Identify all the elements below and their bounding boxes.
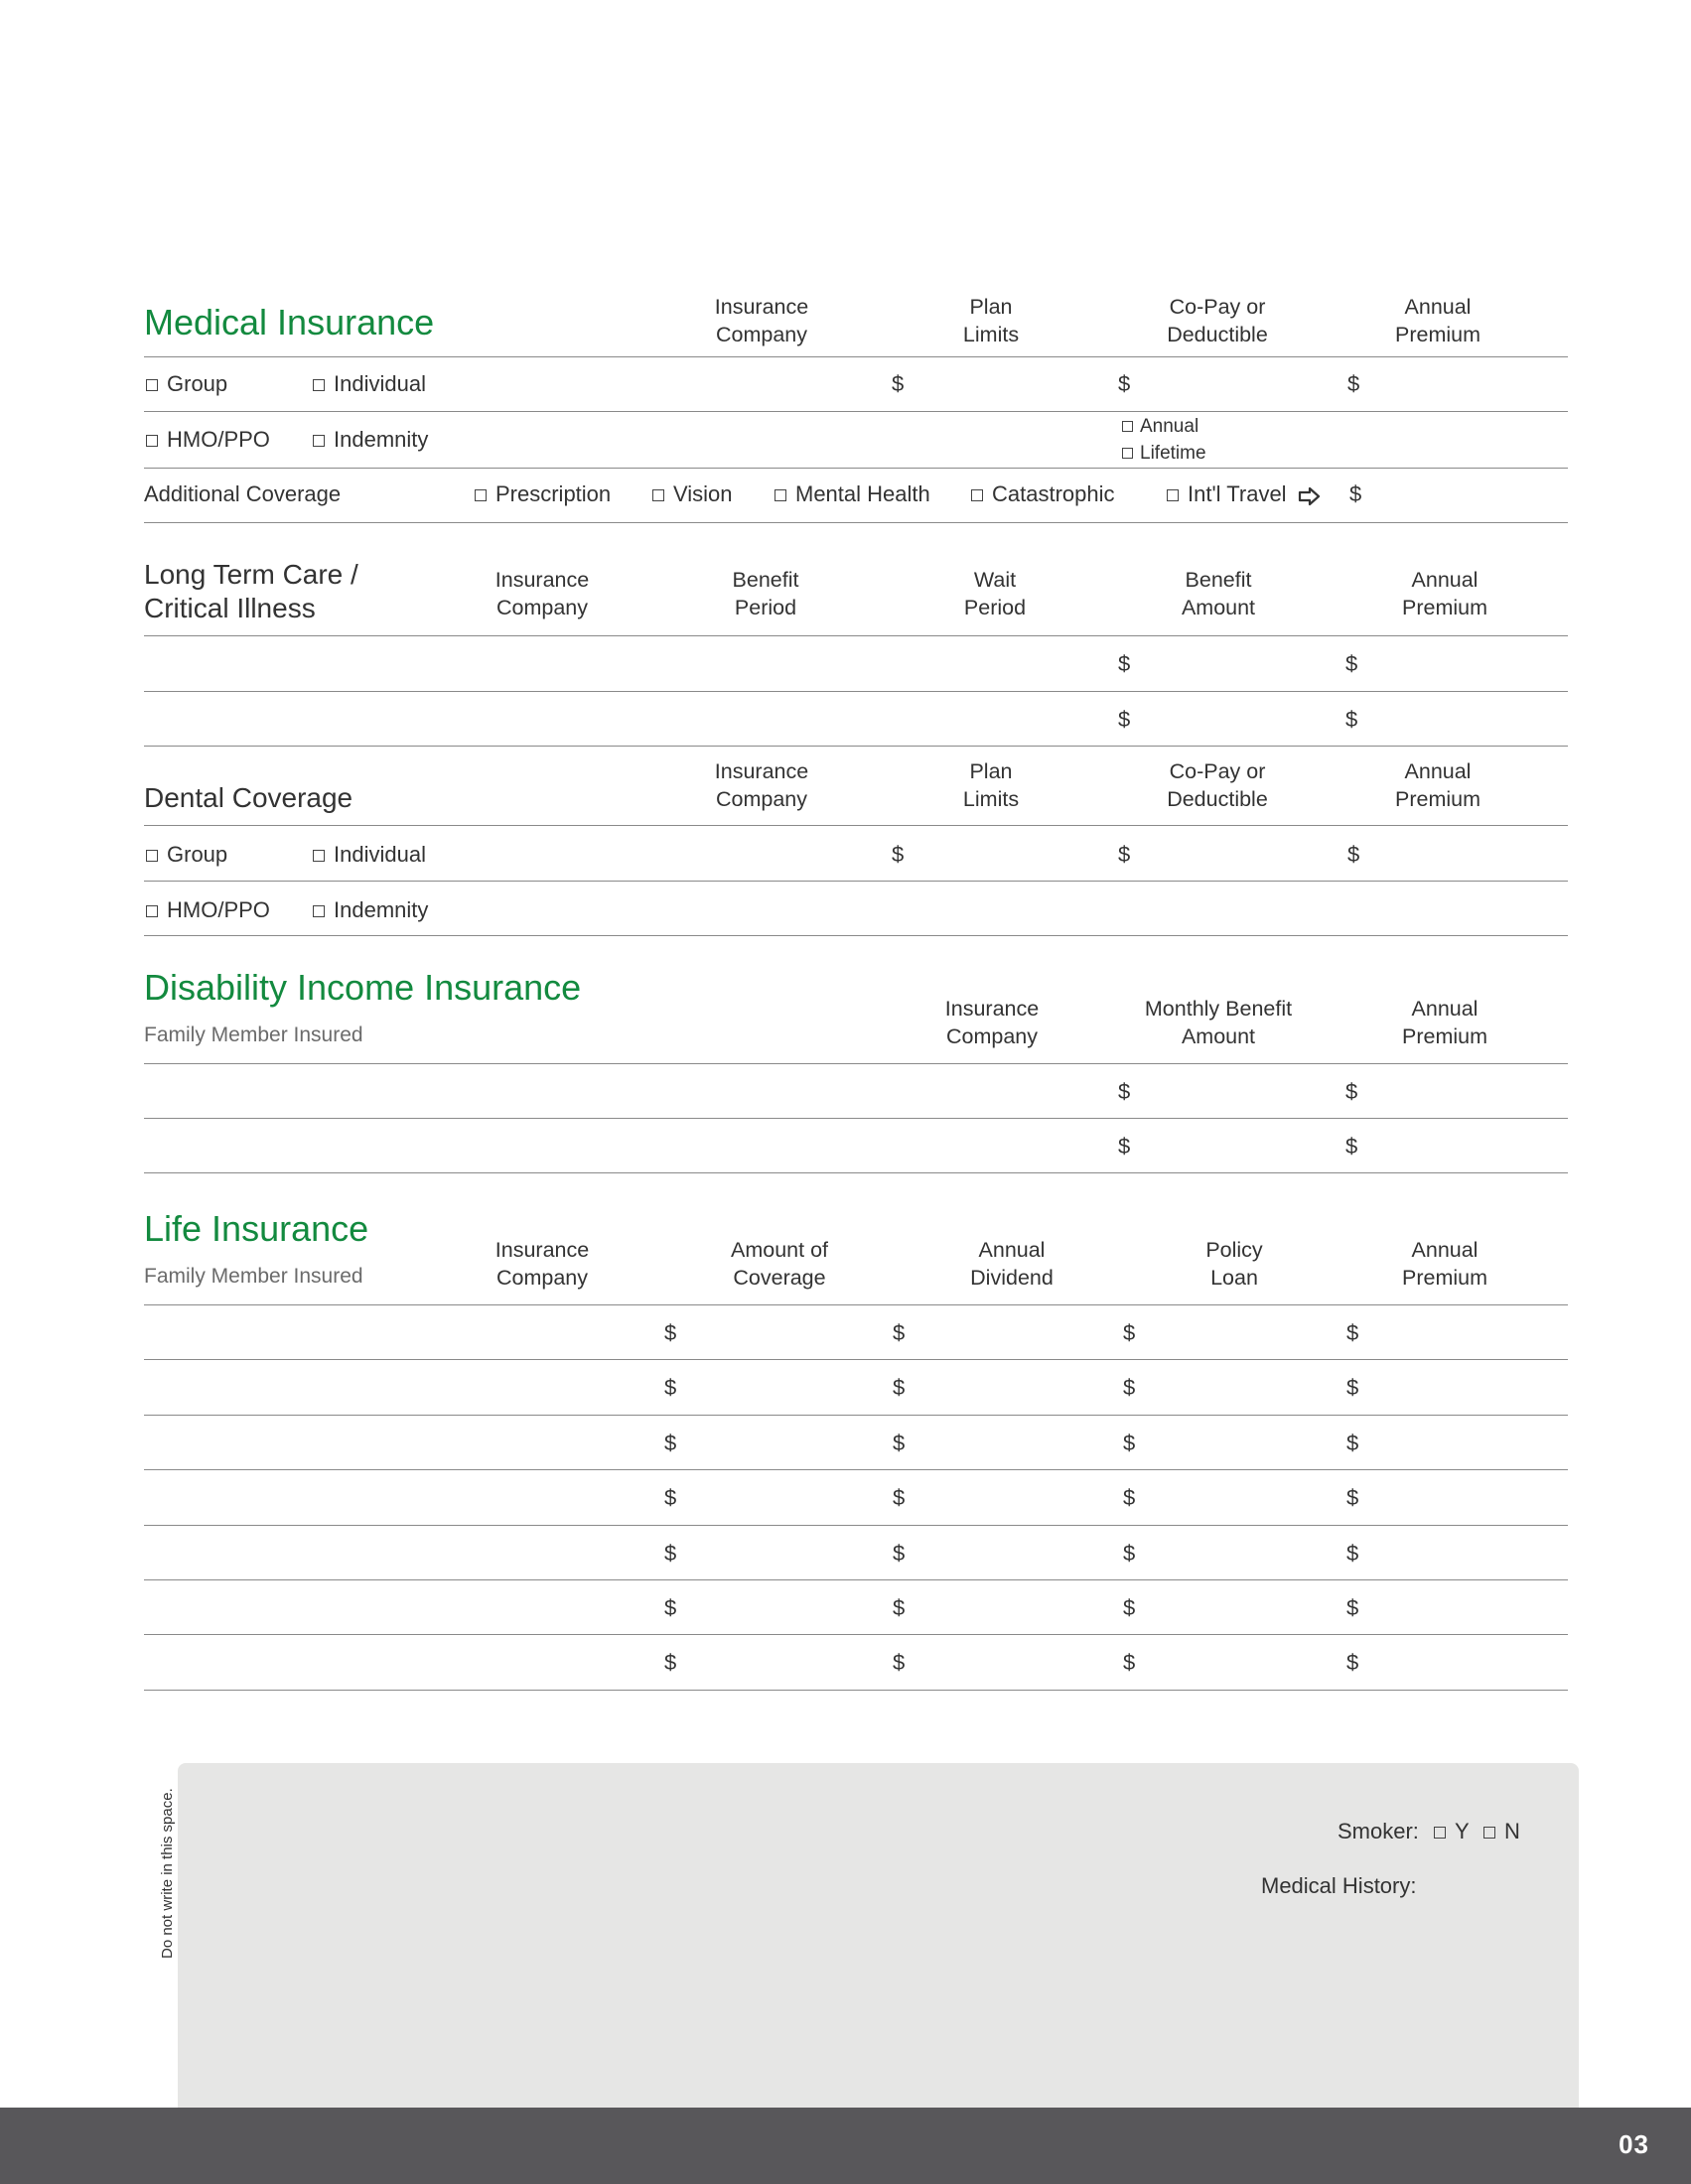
divider <box>144 1172 1568 1173</box>
intl-travel-option[interactable]: Int'l Travel <box>1167 481 1287 507</box>
additional-coverage-label: Additional Coverage <box>144 481 342 506</box>
dollar-sign: $ <box>893 1595 906 1620</box>
dental-col-insurance-company: Insurance Company <box>714 759 809 811</box>
divider <box>144 1690 1568 1691</box>
disability-col-insurance-company: Insurance Company <box>944 997 1040 1048</box>
ltc-title-line1: Long Term Care / <box>144 559 358 590</box>
divider <box>144 746 1568 747</box>
disability-subtitle: Family Member Insured <box>144 1024 363 1046</box>
dollar-sign: $ <box>1118 371 1131 396</box>
medical-group-option[interactable]: Group <box>146 371 227 397</box>
page-number: 03 <box>1619 2129 1649 2159</box>
checkbox[interactable] <box>1122 421 1133 432</box>
life-col-amount-coverage: Amount of Coverage <box>731 1238 828 1290</box>
dollar-sign: $ <box>1123 1320 1136 1345</box>
dental-individual-option[interactable]: Individual <box>313 842 426 868</box>
dollar-sign: $ <box>1118 1079 1131 1104</box>
checkbox[interactable] <box>313 850 325 862</box>
dollar-sign: $ <box>893 1320 906 1345</box>
checkbox[interactable] <box>146 435 158 447</box>
ltc-col-wait-period: Wait Period <box>963 568 1027 619</box>
medical-col-annual-premium: Annual Premium <box>1394 295 1480 346</box>
dental-col-annual-premium: Annual Premium <box>1394 759 1480 811</box>
divider <box>144 691 1568 692</box>
dental-hmo-ppo-option[interactable]: HMO/PPO <box>146 897 270 923</box>
dollar-sign: $ <box>1347 371 1360 396</box>
dental-col-plan-limits: Plan Limits <box>962 759 1020 811</box>
checkbox[interactable] <box>971 489 983 501</box>
dollar-sign: $ <box>1346 1541 1359 1566</box>
disability-col-monthly-benefit: Monthly Benefit Amount <box>1144 997 1293 1048</box>
ltc-col-annual-premium: Annual Premium <box>1401 568 1487 619</box>
dollar-sign: $ <box>1346 1431 1359 1455</box>
dollar-sign: $ <box>1346 1375 1359 1400</box>
dollar-sign: $ <box>1123 1541 1136 1566</box>
divider <box>144 1304 1568 1305</box>
medical-individual-option[interactable]: Individual <box>313 371 426 397</box>
checkbox[interactable] <box>775 489 786 501</box>
dollar-sign: $ <box>893 1650 906 1675</box>
dollar-sign: $ <box>1347 842 1360 867</box>
dollar-sign: $ <box>892 842 905 867</box>
dollar-sign: $ <box>1346 1650 1359 1675</box>
medical-col-copay: Co-Pay or Deductible <box>1167 295 1268 346</box>
medical-col-insurance-company: Insurance Company <box>714 295 809 346</box>
divider <box>144 1063 1568 1064</box>
dollar-sign: $ <box>893 1541 906 1566</box>
checkbox[interactable] <box>146 850 158 862</box>
checkbox[interactable] <box>313 435 325 447</box>
checkbox[interactable] <box>652 489 664 501</box>
checkbox[interactable] <box>475 489 487 501</box>
dollar-sign: $ <box>1123 1595 1136 1620</box>
divider <box>144 1415 1568 1416</box>
checkbox[interactable] <box>1483 1827 1495 1839</box>
dollar-sign: $ <box>664 1595 677 1620</box>
divider <box>144 1359 1568 1360</box>
medical-section-title: Medical Insurance <box>144 302 435 342</box>
checkbox[interactable] <box>313 379 325 391</box>
divider <box>144 356 1568 357</box>
dollar-sign: $ <box>1118 707 1131 732</box>
disability-col-annual-premium: Annual Premium <box>1401 997 1487 1048</box>
dollar-sign: $ <box>1118 842 1131 867</box>
dollar-sign: $ <box>1123 1485 1136 1510</box>
life-col-annual-premium: Annual Premium <box>1401 1238 1487 1290</box>
medical-hmo-ppo-option[interactable]: HMO/PPO <box>146 427 270 453</box>
dollar-sign: $ <box>664 1485 677 1510</box>
mental-health-option[interactable]: Mental Health <box>775 481 930 507</box>
office-use-area <box>178 1763 1579 2111</box>
ltc-title-line2: Critical Illness <box>144 593 316 623</box>
life-col-policy-loan: Policy Loan <box>1205 1238 1263 1290</box>
checkbox[interactable] <box>313 905 325 917</box>
dental-col-copay: Co-Pay or Deductible <box>1167 759 1268 811</box>
dollar-sign: $ <box>893 1485 906 1510</box>
dollar-sign: $ <box>1345 1079 1358 1104</box>
dollar-sign: $ <box>1118 1134 1131 1159</box>
checkbox[interactable] <box>1167 489 1179 501</box>
medical-history-label: Medical History: <box>1261 1873 1417 1898</box>
divider <box>144 1579 1568 1580</box>
dollar-sign: $ <box>1346 1320 1359 1345</box>
catastrophic-option[interactable]: Catastrophic <box>971 481 1115 507</box>
medical-col-plan-limits: Plan Limits <box>962 295 1020 346</box>
dollar-sign: $ <box>1345 1134 1358 1159</box>
ltc-col-insurance-company: Insurance Company <box>494 568 590 619</box>
dollar-sign: $ <box>664 1320 677 1345</box>
dollar-sign: $ <box>664 1375 677 1400</box>
ltc-col-benefit-amount: Benefit Amount <box>1181 568 1256 619</box>
dollar-sign: $ <box>1349 481 1362 506</box>
divider <box>144 881 1568 882</box>
checkbox[interactable] <box>146 379 158 391</box>
life-col-annual-dividend: Annual Dividend <box>970 1238 1054 1290</box>
divider <box>144 1525 1568 1526</box>
divider <box>144 935 1568 936</box>
divider <box>144 1118 1568 1119</box>
divider <box>144 522 1568 523</box>
dollar-sign: $ <box>1346 1595 1359 1620</box>
dental-section-title: Dental Coverage <box>144 782 353 813</box>
dollar-sign: $ <box>1123 1431 1136 1455</box>
limit-lifetime-option[interactable]: Lifetime <box>1122 443 1206 465</box>
life-col-insurance-company: Insurance Company <box>494 1238 590 1290</box>
life-subtitle: Family Member Insured <box>144 1265 363 1288</box>
vision-option[interactable]: Vision <box>652 481 733 507</box>
divider <box>144 635 1568 636</box>
dollar-sign: $ <box>893 1375 906 1400</box>
dollar-sign: $ <box>1345 651 1358 676</box>
dollar-sign: $ <box>664 1431 677 1455</box>
checkbox[interactable] <box>1122 448 1133 459</box>
dollar-sign: $ <box>1346 1485 1359 1510</box>
life-section-title: Life Insurance <box>144 1208 369 1249</box>
smoker-no-option[interactable]: N <box>1483 1819 1520 1844</box>
office-side-note: Do not write in this space. <box>159 1788 176 1959</box>
limit-annual-option[interactable]: Annual <box>1122 416 1198 438</box>
divider <box>144 411 1568 412</box>
divider <box>144 1634 1568 1635</box>
arrow-right-icon <box>1298 486 1322 506</box>
divider <box>144 468 1568 469</box>
dollar-sign: $ <box>1123 1650 1136 1675</box>
dollar-sign: $ <box>1345 707 1358 732</box>
footer-bar <box>0 2108 1691 2184</box>
smoker-yes-option[interactable]: Y <box>1434 1819 1470 1844</box>
dental-indemnity-option[interactable]: Indemnity <box>313 897 428 923</box>
prescription-option[interactable]: Prescription <box>475 481 611 507</box>
checkbox[interactable] <box>1434 1827 1446 1839</box>
smoker-label: Smoker: <box>1338 1819 1419 1843</box>
divider <box>144 1469 1568 1470</box>
dollar-sign: $ <box>664 1541 677 1566</box>
dollar-sign: $ <box>664 1650 677 1675</box>
dollar-sign: $ <box>1123 1375 1136 1400</box>
dollar-sign: $ <box>1118 651 1131 676</box>
divider <box>144 825 1568 826</box>
checkbox[interactable] <box>146 905 158 917</box>
medical-indemnity-option[interactable]: Indemnity <box>313 427 428 453</box>
disability-section-title: Disability Income Insurance <box>144 967 582 1008</box>
dollar-sign: $ <box>893 1431 906 1455</box>
dollar-sign: $ <box>892 371 905 396</box>
ltc-col-benefit-period: Benefit Period <box>732 568 799 619</box>
dental-group-option[interactable]: Group <box>146 842 227 868</box>
